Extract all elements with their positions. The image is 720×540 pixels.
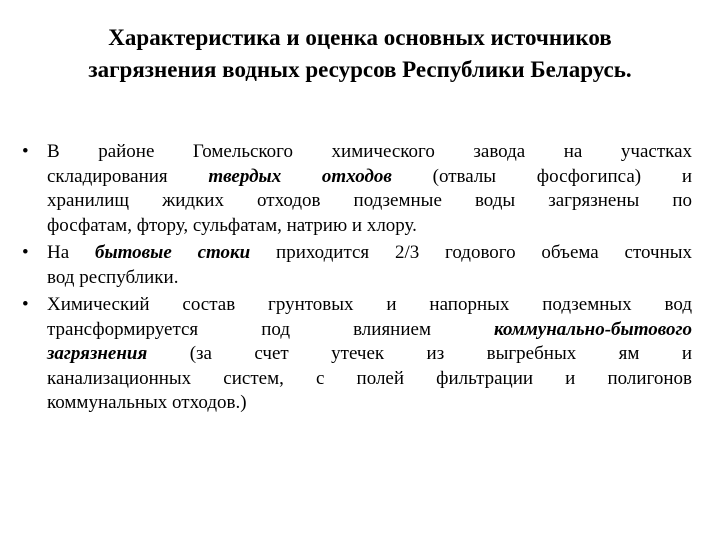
slide-title xyxy=(20,22,700,86)
text-span: (за счет утечек из выгребных ям и xyxy=(147,343,692,364)
text-row xyxy=(47,140,692,165)
bullet-marker: • xyxy=(22,294,29,315)
text-row xyxy=(47,342,692,367)
bullet-list xyxy=(22,140,692,419)
text-row xyxy=(47,241,692,266)
bullet-text xyxy=(47,241,692,290)
text-span: В районе Гомельского химического завода на участках xyxy=(47,141,692,162)
bullet-item-2 xyxy=(22,241,692,290)
text-row xyxy=(47,391,692,416)
text-row xyxy=(47,367,692,392)
text-span: фосфатам, фтору, сульфатам, натрию и хлору. xyxy=(47,214,417,236)
text-span: складирования xyxy=(47,165,209,187)
bullet-marker: • xyxy=(22,141,29,162)
text-row xyxy=(47,318,692,343)
text-row xyxy=(47,293,692,318)
text-span: Химический состав грунтовых и напорных подземных вод xyxy=(47,294,692,315)
text-row xyxy=(47,214,692,239)
emphasis-term: загрязнения xyxy=(47,343,148,364)
text-span: коммунальных отходов.) xyxy=(47,392,247,413)
text-row xyxy=(47,165,692,190)
title-line-2: загрязнения водных ресурсов Республики Беларусь. xyxy=(88,57,632,82)
bullet-text xyxy=(47,140,692,238)
bullet-item-1 xyxy=(22,140,692,238)
emphasis-term: бытовые стоки xyxy=(94,242,251,263)
text-span: приходится 2/3 годового объема сточных xyxy=(250,242,693,263)
text-span: канализационных систем, с полей фильтрации и полигонов xyxy=(47,367,692,389)
text-span: хранилищ жидких отходов подземные воды загрязнены по xyxy=(47,190,692,211)
bullet-item-3 xyxy=(22,293,692,416)
title-line-1: Характеристика и оценка основных источников xyxy=(108,25,612,50)
text-row xyxy=(47,189,692,214)
emphasis-term: коммунально-бытового xyxy=(494,318,692,340)
text-span: (отвалы фосфогипса) и xyxy=(391,165,693,187)
bullet-text xyxy=(47,293,692,416)
text-span: трансформируется под влиянием xyxy=(47,318,495,340)
text-span: На xyxy=(47,242,95,263)
text-span: вод республики. xyxy=(47,266,179,288)
text-row xyxy=(47,266,692,291)
bullet-marker: • xyxy=(22,242,29,263)
emphasis-term: твердых отходов xyxy=(208,165,392,187)
